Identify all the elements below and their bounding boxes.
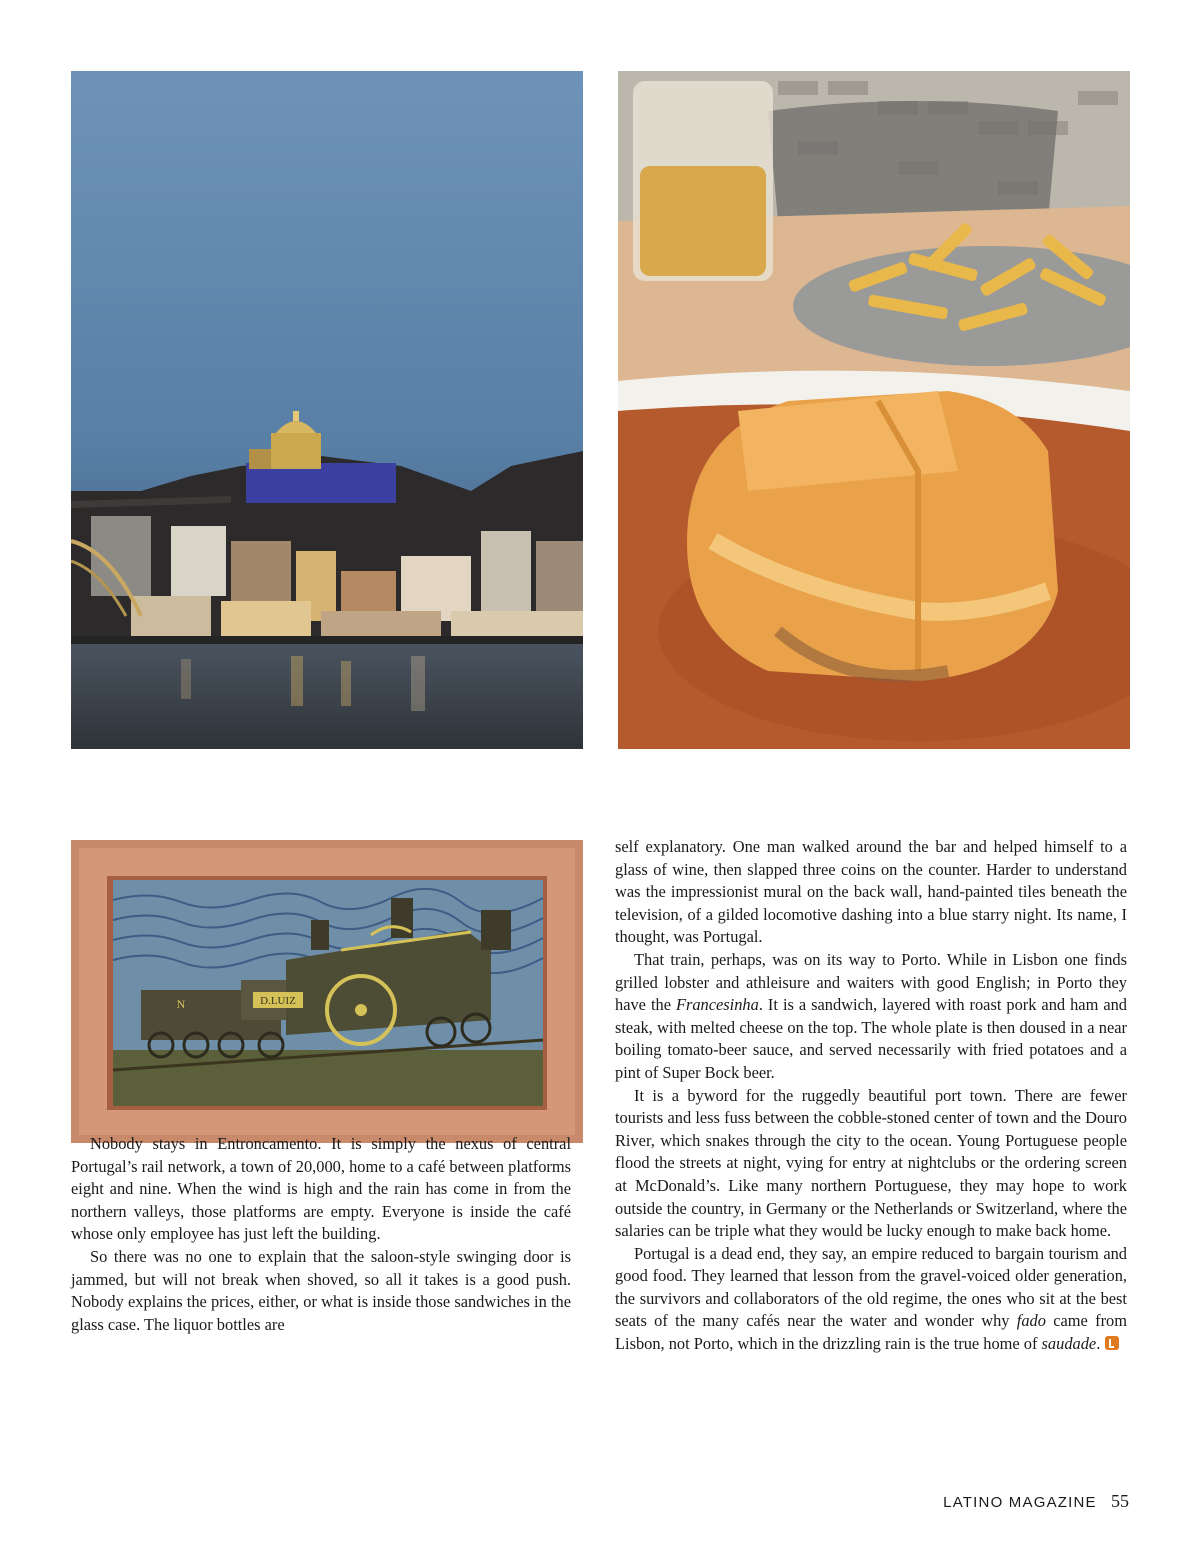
- locomotive-number: N: [176, 997, 186, 1011]
- porto-night-photo: [71, 71, 583, 749]
- page-footer: [943, 1491, 1129, 1512]
- francesinha-photo: [618, 71, 1130, 749]
- locomotive-nameplate: D.LUIZ: [260, 995, 296, 1007]
- magazine-name: LATINO MAGAZINE: [943, 1494, 1097, 1511]
- article-paragraph: Nobody stays in Entroncamento. It is simply the nexus of central Portugal’s rail network, a town of 20,000, home to a café between platforms eight and nine. When the wind is high and the rain has come in from the northern valleys, those platforms are empty. Everyone is inside the café whose only employee has just left the building.: [71, 1134, 571, 1244]
- article-paragraph: It is a byword for the ruggedly beautiful port town. There are fewer tourists and less fuss between the cobble-stoned center of town and the Douro River, which snakes through the city to the ocean. Young Portuguese people flood the streets at night, vying for entry at nightclubs or the ordering screen at McDonald’s. Like many northern Portuguese, they may hope to work outside the country, in Germany or the Netherlands or Switzerland, where the salaries can be triple what they would be lucky enough to make back home.: [615, 1085, 1127, 1241]
- article-paragraph: So there was no one to explain that the saloon-style swinging door is jammed, but will not break when shoved, so all it takes is a good push. Nobody explains the prices, either, or what is inside those sandwiches in the glass case. The liquor bottles are: [71, 1246, 571, 1334]
- article-column-right: [615, 836, 1127, 1356]
- article-paragraph: That train, perhaps, was on its way to Porto. While in Lisbon one finds grilled lobster and athleisure and waiters with good English; in Porto they have the Francesinha. It is a sandwich, layered with roast pork and ham and steak, with melted cheese on the top. The whole plate is then doused in a near boiling tomato-beer sauce, and served necessarily with fried potatoes and a pint of Super Bock beer.: [615, 949, 1127, 1082]
- end-mark-icon: [1105, 1336, 1119, 1350]
- locomotive-mural-photo: [71, 840, 583, 1143]
- article-paragraph: self explanatory. One man walked around the bar and helped himself to a glass of wine, then slapped three coins on the counter. Harder to understand was the impressionist mural on the back wall, hand-painted tiles beneath the television, of a gilded locomotive dashing into a blue starry night. Its name, I thought, was Portugal.: [615, 837, 1127, 947]
- page-number: 55: [1111, 1491, 1129, 1511]
- article-column-left: [71, 1133, 571, 1336]
- article-paragraph: Portugal is a dead end, they say, an empire reduced to bargain tourism and good food. They learned that lesson from the gravel-voiced older generation, the survivors and collaborators of the old regime, the ones who sit at the best seats of the many cafés near the water and wonder why fado came from Lisbon, not Porto, which in the drizzling rain is the true home of saudade.: [615, 1243, 1127, 1354]
